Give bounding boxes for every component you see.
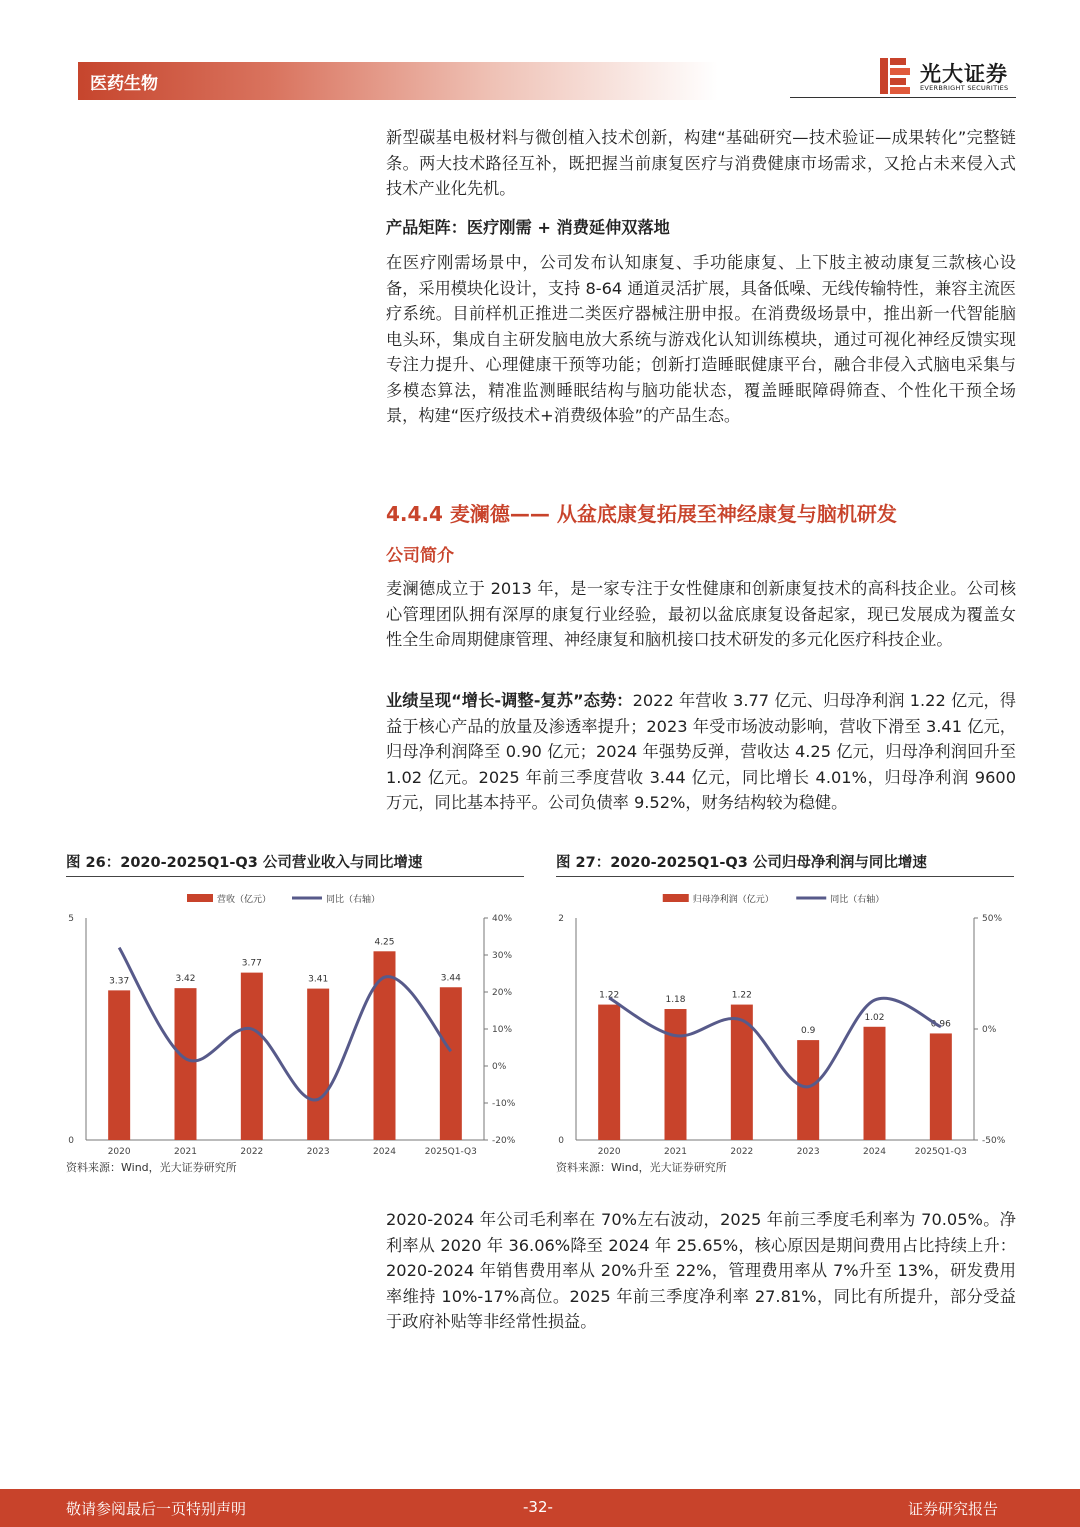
figure-27-rule (556, 876, 1014, 877)
fig27-left-tick-label: 0 (558, 1136, 564, 1146)
fig26-right-tick-label: 0% (492, 1062, 507, 1072)
fig26-left-tick-label: 5 (68, 914, 74, 924)
fig26-right-tick-label: 30% (492, 951, 513, 961)
fig27-bar-2024 (864, 1027, 886, 1140)
fig26-right-tick-label: 10% (492, 1025, 513, 1035)
page-footer (0, 1489, 1080, 1527)
fig26-right-tick-label: -10% (492, 1099, 516, 1109)
fig27-bar-2023 (797, 1040, 819, 1140)
fig26-legend-bar-swatch (187, 894, 213, 902)
fig26-x-tick-label: 2024 (373, 1147, 396, 1157)
fig26-right-tick-label: -20% (492, 1136, 516, 1146)
fig26-bar-2020 (108, 990, 130, 1140)
brand-logo-icon (878, 56, 914, 96)
fig26-right-tick-label: 20% (492, 988, 513, 998)
margin-paragraph: 2020-2024 年公司毛利率在 70%左右波动，2025 年前三季度毛利率为 70.05%。净利率从 2020 年 36.06%降至 2024 年 25.65%，核心原因是期间费用占比持续上升：2020-2024 年销售费用率从 20%升至 22%，管理费用率从 7%升至 13%，研发费用率维持 10%-17%高位。2025 年前三季度净利率 27.81%，同比有所提升，部分受益于政府补贴等非经常性损益。 (386, 1210, 1016, 1331)
fig27-x-tick-label: 2021 (664, 1147, 687, 1157)
fig27-left-tick-label: 2 (558, 914, 564, 924)
fig27-x-tick-label: 2023 (796, 1147, 820, 1157)
fig26-bar-value-label: 3.77 (241, 958, 262, 969)
fig26-bar-value-label: 3.37 (109, 976, 130, 987)
fig27-bar-2025Q1-Q3 (930, 1033, 952, 1140)
brand-name-en: EVERBRIGHT SECURITIES (920, 84, 1009, 92)
figure-27-title: 图 27：2020-2025Q1-Q3 公司归母净利润与同比增速 (556, 855, 927, 871)
page-number: -32- (523, 1498, 553, 1516)
fig27-bar-value-label: 0.9 (801, 1026, 816, 1037)
fig27-bar-2020 (598, 1005, 620, 1140)
fig27-bar-value-label: 1.22 (731, 990, 752, 1001)
fig26-bar-value-label: 3.44 (440, 973, 461, 984)
fig27-right-tick-label: 50% (982, 914, 1003, 924)
fig27-bar-value-label: 1.22 (599, 990, 620, 1001)
fig26-x-tick-label: 2025Q1-Q3 (424, 1147, 477, 1157)
figure-26-source: 资料来源：Wind，光大证券研究所 (66, 1161, 237, 1174)
performance-lead: 业绩呈现“增长-调整-复苏”态势： (386, 691, 633, 710)
figure-27-source: 资料来源：Wind，光大证券研究所 (556, 1161, 727, 1174)
figure-26-title: 图 26：2020-2025Q1-Q3 公司营业收入与同比增速 (66, 855, 423, 871)
footer-disclaimer: 敬请参阅最后一页特别声明 (66, 1500, 247, 1518)
performance-body: 2022 年营收 3.77 亿元、归母净利润 1.22 亿元，得益于核心产品的放量及渗透率提升；2023 年受市场波动影响，营收下滑至 3.41 亿元，归母净利润降至 0.90 亿元；2024 年强势反弹，营收达 4.25 亿元，归母净利润回升至 1.02 亿元。2025 年前三季度营收 3.44 亿元，同比增长 4.01%，归母净利润 9600 万元，同比基本持平。公司负债率 9.52%，财务结构较为稳健。 (386, 691, 1016, 812)
fig26-left-tick-label: 0 (68, 1136, 74, 1146)
fig26-bar-2023 (307, 989, 329, 1140)
fig27-x-tick-label: 2022 (730, 1147, 754, 1157)
fig26-bar-2025Q1-Q3 (440, 987, 462, 1140)
fig26-bar-2021 (175, 988, 197, 1140)
fig27-right-tick-label: -50% (982, 1136, 1006, 1146)
fig26-x-tick-label: 2022 (240, 1147, 264, 1157)
fig27-x-tick-label: 2025Q1-Q3 (914, 1147, 967, 1157)
fig27-yoy-line (609, 998, 941, 1087)
footer-report-type: 证券研究报告 (908, 1500, 999, 1518)
brand-logo (878, 56, 1018, 98)
fig26-bar-value-label: 4.25 (374, 937, 395, 948)
fig26-x-tick-label: 2021 (174, 1147, 197, 1157)
fig27-right-tick-label: 0% (982, 1025, 997, 1035)
section-title: 4.4.4 麦澜德—— 从盆底康复拓展至神经康复与脑机研发 (386, 502, 897, 526)
fig26-yoy-line (119, 948, 451, 1100)
fig26-bar-value-label: 3.42 (175, 974, 196, 985)
intro-paragraph: 新型碳基电极材料与微创植入技术创新，构建“基础研究—技术验证—成果转化”完整链条。两大技术路径互补，既把握当前康复医疗与消费健康市场需求，又抢占未来侵入式技术产业化先机。 (386, 128, 1016, 198)
sector-label: 医药生物 (90, 74, 158, 94)
header-divider (790, 97, 1016, 98)
product-matrix-body: 在医疗刚需场景中，公司发布认知康复、手功能康复、上下肢主被动康复三款核心设备，采用模块化设计，支持 8-64 通道灵活扩展，具备低噪、无线传输特性，兼容主流医疗系统。目前样机正推进二类医疗器械注册申报。在消费级场景中，推出新一代智能脑电头环，集成自主研发脑电放大系统与游戏化认知训练模块，通过可视化神经反馈实现专注力提升、心理健康干预等功能；创新打造睡眠健康平台，融合非侵入式脑电采集与多模态算法，精准监测睡眠结构与脑功能状态，覆盖睡眠障碍筛查、个性化干预全场景，构建“医疗级技术+消费级体验”的产品生态。 (386, 253, 1016, 425)
sector-tag (78, 62, 718, 100)
fig27-legend-bar-swatch (663, 894, 689, 902)
figure-26-rule (66, 876, 524, 877)
fig26-right-tick-label: 40% (492, 914, 513, 924)
figure-26-chart (64, 880, 526, 1158)
product-matrix-heading: 产品矩阵：医疗刚需 + 消费延伸双落地 (386, 218, 670, 237)
fig27-bar-value-label: 1.18 (665, 995, 686, 1006)
figure-27-chart (554, 880, 1016, 1158)
fig26-bar-value-label: 3.41 (308, 974, 329, 985)
fig27-bar-value-label: 1.02 (864, 1012, 885, 1023)
fig26-legend-bar-label: 营收（亿元） (217, 895, 272, 905)
fig26-x-tick-label: 2020 (107, 1147, 131, 1157)
company-intro: 麦澜德成立于 2013 年，是一家专注于女性健康和创新康复技术的高科技企业。公司核心管理团队拥有深厚的康复行业经验，最初以盆底康复设备起家，现已发展成为覆盖女性全生命周期健康管理、神经康复和脑机接口技术研发的多元化医疗科技企业。 (386, 579, 1016, 649)
fig27-legend-bar-label: 归母净利润（亿元） (692, 895, 774, 905)
performance-paragraph (386, 688, 1016, 816)
fig26-x-tick-label: 2023 (306, 1147, 330, 1157)
fig27-x-tick-label: 2024 (863, 1147, 886, 1157)
fig26-bar-2022 (241, 973, 263, 1140)
section-subtitle: 公司简介 (386, 546, 454, 566)
fig26-legend-line-label: 同比（右轴） (326, 895, 381, 905)
fig26-bar-2024 (374, 951, 396, 1140)
fig27-legend-line-label: 同比（右轴） (830, 895, 885, 905)
fig27-x-tick-label: 2020 (597, 1147, 621, 1157)
brand-name-cn: 光大证券 (920, 62, 1008, 86)
fig27-bar-2021 (665, 1009, 687, 1140)
fig27-bar-value-label: 0.96 (930, 1019, 951, 1030)
